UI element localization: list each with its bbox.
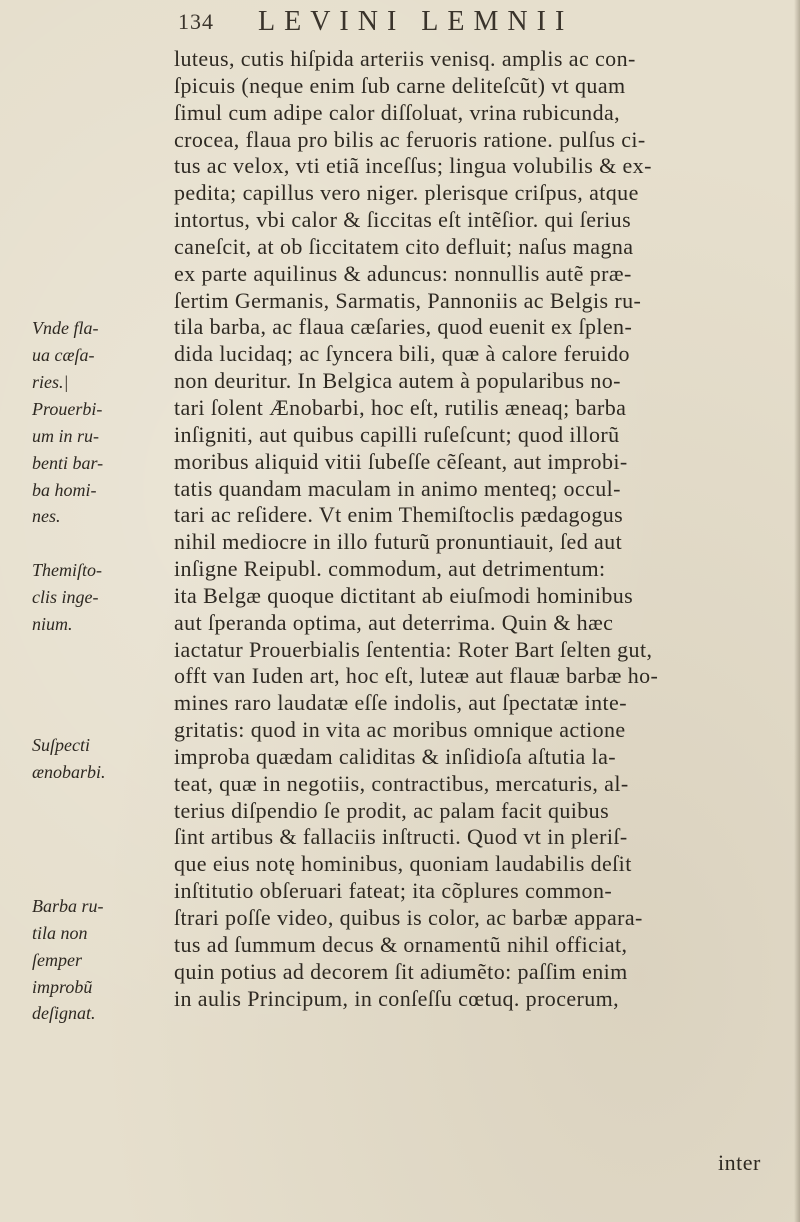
margin-note-prouerbium [32,396,103,530]
text-line: tus ac velox, vti etiã inceſſus; lingua volubilis & ex- [174,153,652,179]
text-line: quin potius ad decorem ſit adiumẽto: paſſim enim [174,958,628,984]
text-line: terius diſpendio ſe prodit, ac palam facit quibus [174,797,610,823]
text-line: pedita; capillus vero niger. plerisque criſpus, atque [174,180,639,206]
text-line: tari ac reſidere. Vt enim Themiſtoclis pædagogus [174,502,624,528]
margin-note-line: clis inge- [32,586,99,607]
margin-note-line: benti bar- [32,452,104,473]
margin-note-themistoclis [32,557,102,638]
text-line: tari ſolent Ænobarbi, hoc eſt, rutilis æneaq; barba [174,394,627,420]
text-line: ſertim Germanis, Sarmatis, Pannoniis ac Belgis ru- [174,287,642,313]
text-line: inſigne Reipubl. commodum, aut detrimentum: [174,556,606,582]
margin-note-line: nium. [32,613,73,634]
margin-note-line: Prouerbi- [32,399,103,419]
text-line: inſtitutio obſeruari fateat; ita cõplures common- [174,878,613,904]
margin-note-line: um in ru- [32,425,99,446]
text-line: tus ad ſummum decus & ornamentũ nihil officiat, [174,931,628,957]
margin-note-line: ba homi- [32,479,97,500]
text-line: ex parte aquilinus & aduncus: nonnullis autẽ præ- [174,260,632,286]
text-line: crocea, flaua pro bilis ac feruoris ratione. pulſus ci- [174,126,646,152]
margin-note-line: ænobarbi. [32,761,106,782]
page-header [178,6,738,38]
margin-note-line: tila non [32,922,88,943]
text-line: aut ſperanda optima, aut deterrima. Quin & hæc [174,609,614,635]
margin-note-line: ries.| [32,371,69,392]
running-head: LEVINI LEMNII [258,6,574,37]
text-line: nihil mediocre in illo futurũ pronuntiauit, ſed aut [174,529,623,555]
margin-note-line: nes. [32,506,61,527]
text-line: non deuritur. In Belgica autem à popularibus no- [174,368,621,394]
text-line: gritatis: quod in vita ac moribus omnique actione [174,717,626,743]
page-number: 134 [178,9,214,34]
text-line: dida lucidaq; ac ſyncera bili, quæ à calore feruido [174,341,630,367]
margin-note-line: ua cæſa- [32,344,95,365]
margin-note-line: Suſpecti [32,735,90,755]
margin-note-line: deſignat. [32,1003,96,1024]
text-line: teat, quæ in negotiis, contractibus, mercaturis, al- [174,770,629,796]
text-line: ſimul cum adipe calor diſſoluat, vrina rubicunda, [174,99,621,125]
text-line: que eius notę hominibus, quoniam laudabilis deſit [174,851,632,877]
margin-note-line: Themiſto- [32,560,102,580]
text-line: in aulis Principum, in conſeſſu cœtuq. procerum, [174,985,620,1011]
margin-note-line: Barba ru- [32,896,104,916]
margin-note-line: improbũ [32,976,93,997]
text-line: moribus aliquid vitii ſubeſſe cẽſeant, aut improbi- [174,448,628,474]
text-line: ſtrari poſſe video, quibus is color, ac barbæ appara- [174,905,643,930]
text-line: tila barba, ac flaua cæſaries, quod euenit ex ſplen- [174,314,633,340]
margin-note-line: Vnde fla- [32,318,99,338]
text-line: ſpicuis (neque enim ſub carne deliteſcũt) vt quam [174,72,626,98]
margin-note-unde-flaua [32,315,98,396]
text-line: ita Belgæ quoque dictitant ab eiuſmodi hominibus [174,582,634,608]
text-line: iactatur Prouerbialis ſententia: Roter Bart ſelten gut, [174,636,653,662]
text-line: mines raro laudatæ eſſe indolis, aut ſpectatæ inte- [174,690,627,716]
text-line: luteus, cutis hiſpida arteriis venisq. amplis ac con- [174,46,636,71]
text-line: ſint artibus & fallaciis inſtructi. Quod vt in pleriſ- [174,824,628,850]
text-line: tatis quandam maculam in animo menteq; occul- [174,475,621,501]
body-text [174,46,794,1012]
text-line: caneſcit, at ob ſiccitatem cito defluit; naſus magna [174,233,634,259]
text-line: inſigniti, aut quibus capilli ruſeſcunt; quod illorũ [174,421,620,447]
text-line: offt van Iuden art, hoc eſt, luteæ aut flauæ barbæ ho- [174,663,659,689]
catchword: inter [718,1150,761,1175]
margin-note-suspecti [32,732,106,786]
margin-note-line: ſemper [32,949,82,970]
text-line: intortus, vbi calor & ſiccitas eſt intẽſior. qui ſerius [174,207,632,233]
margin-note-barba-rutila [32,893,104,1027]
page-edge-shadow [794,0,800,1222]
text-line: improba quædam caliditas & inſidioſa aſtutia la- [174,743,616,769]
